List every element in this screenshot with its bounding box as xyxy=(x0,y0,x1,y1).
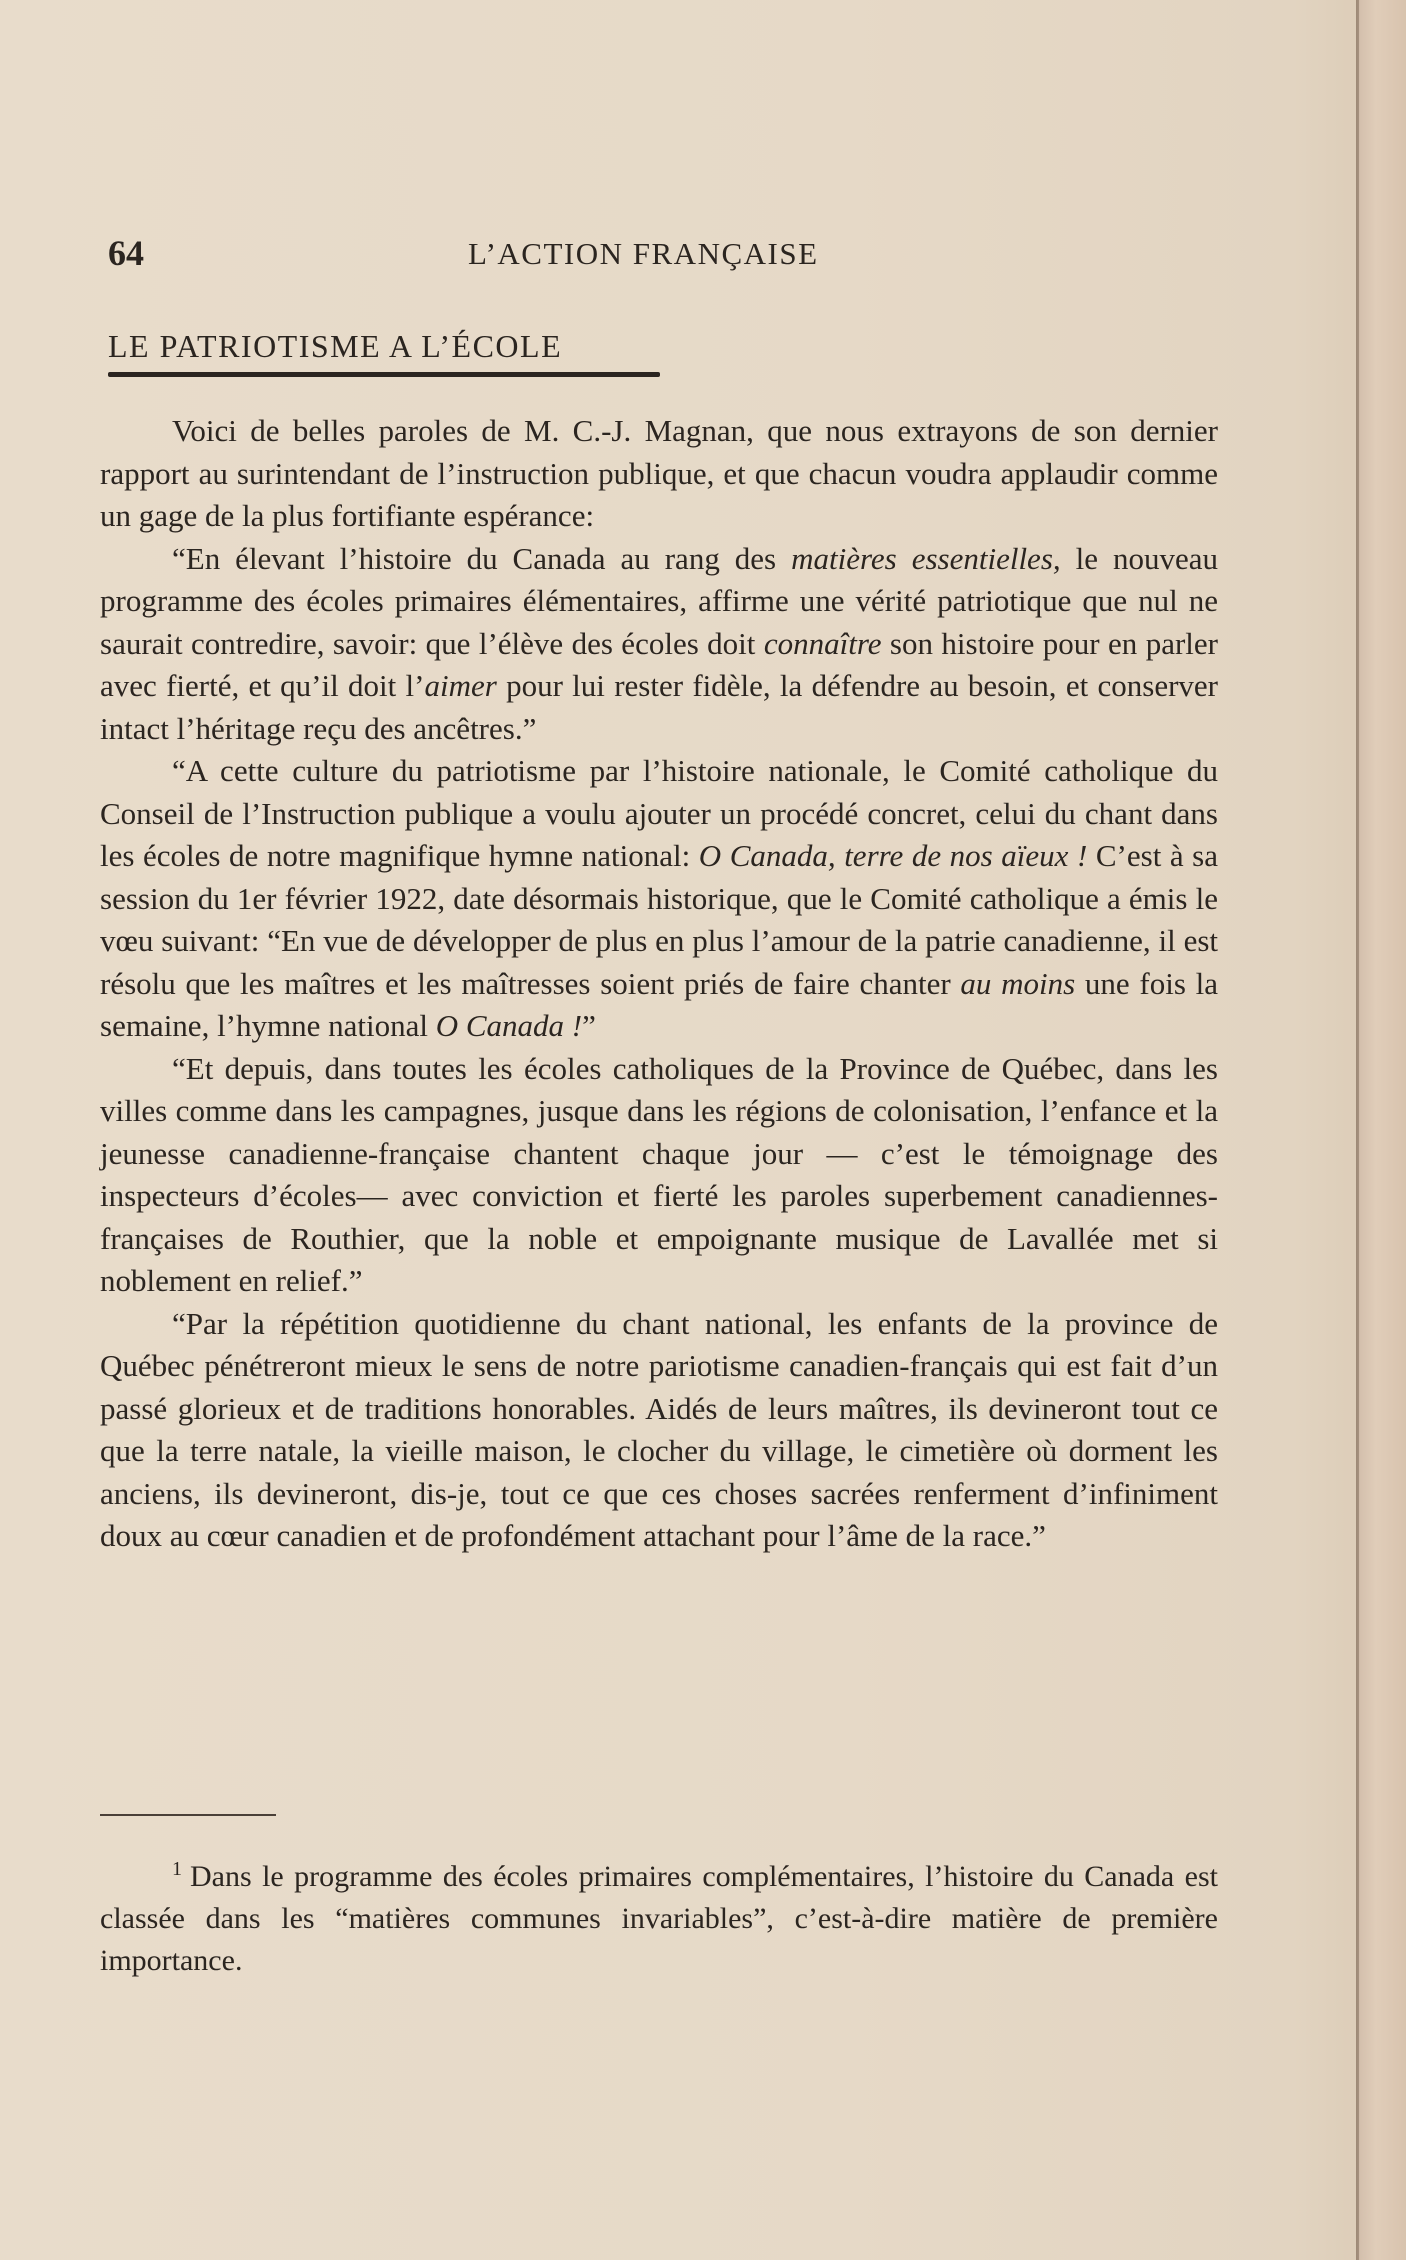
footnote-separator xyxy=(100,1814,276,1816)
running-title: L’ACTION FRANÇAISE xyxy=(468,236,819,271)
text-run: C’est à sa session du 1er février 1922, date désormais historique, que le Comité catholique a émis le vœu suivant: “En vue de développer de plus en plus l’amour de la patrie canadienne, il est résolu que les maîtres et les maîtresses soient priés de faire chanter xyxy=(100,838,1218,1001)
text-run: pour lui rester fidèle, la défendre au besoin, et conserver intact l’héritage reçu des ancêtres.” xyxy=(100,668,1218,746)
text-run: le nouveau programme des écoles primaires élémentaires, affirme une vérité patriotique que nul ne saurait contredire, savoir: que l’élève des écoles doit xyxy=(100,540,1218,661)
text-run: Voici de belles paroles de M. C.-J. Magnan, que nous extrayons de son dernier rapport au surintendant de l’instruction publique, et que chacun voudra applaudir comme un gage de la plus fortifiante espérance: xyxy=(100,413,1218,533)
footnote-marker: 1 xyxy=(172,1858,182,1880)
title-underline xyxy=(108,372,660,377)
body-paragraph xyxy=(100,1048,1218,1303)
text-run: “Et depuis, dans toutes les écoles catholiques de la Province de Québec, dans les villes comme dans les campagnes, jusque dans les régions de colonisation, l’enfance et la jeunesse canadienne-française chantent chaque jour — c’est le témoignage des inspecteurs d’écoles— avec conviction et fierté les paroles superbement canadiennes-françaises de Routhier, que la noble et empoignante musique de Lavallée met si noblement en relief.” xyxy=(100,1050,1218,1298)
text-run: “A cette culture du patriotisme par l’histoire nationale, le Comité catholique du Conseil de l’Instruction publique a voulu ajouter un procédé concret, celui du chant dans les écoles de notre magnifique hymne national: xyxy=(100,753,1218,873)
italic-text: connaître xyxy=(763,625,882,661)
italic-text: matières essentielles, xyxy=(791,540,1061,576)
text-run: “En élevant l’histoire du Canada au rang des xyxy=(172,540,792,576)
page-edge-line xyxy=(1356,0,1359,2260)
italic-text: O Canada, terre de nos aïeux ! xyxy=(698,838,1088,873)
body-paragraph xyxy=(100,410,1218,538)
page-header xyxy=(108,232,1218,282)
body-paragraph xyxy=(100,1303,1218,1558)
text-run: son histoire pour en parler avec fierté, et qu’il doit l’ xyxy=(100,625,1218,703)
italic-text: au moins xyxy=(960,965,1076,1001)
page-number: 64 xyxy=(108,233,144,273)
text-run: ” xyxy=(582,1008,596,1043)
text-run: une fois la semaine, l’hymne national xyxy=(100,965,1218,1043)
page-edge xyxy=(1356,0,1406,2260)
text-run: “Par la répétition quotidienne du chant national, les enfants de la province de Québec pénétreront mieux le sens de notre pariotisme canadien-français qui est fait d’un passé glorieux et de traditions honorables. Aidés de leurs maîtres, ils devineront tout ce que la terre natale, la vieille maison, le clocher du village, le cimetière où dorment les anciens, ils devineront, dis-je, tout ce que ces choses sacrées renferment d’infiniment doux au cœur canadien et de profondément attachant pour l’âme de la race.” xyxy=(100,1305,1218,1553)
section-title: LE PATRIOTISME A L’ÉCOLE xyxy=(108,328,563,364)
footnote-text: Dans le programme des écoles primaires complémentaires, l’histoire du Canada est classée dans les “matières communes invariables”, c’est-à-dire matière de première importance. xyxy=(100,1860,1218,1977)
body-paragraph xyxy=(100,750,1218,1048)
footnote xyxy=(100,1848,1218,1982)
footnote-paragraph xyxy=(100,1848,1218,1982)
body-paragraph xyxy=(100,538,1218,751)
italic-text: aimer xyxy=(424,668,497,703)
italic-text: O Canada ! xyxy=(435,1008,583,1043)
body-text xyxy=(100,410,1218,1558)
